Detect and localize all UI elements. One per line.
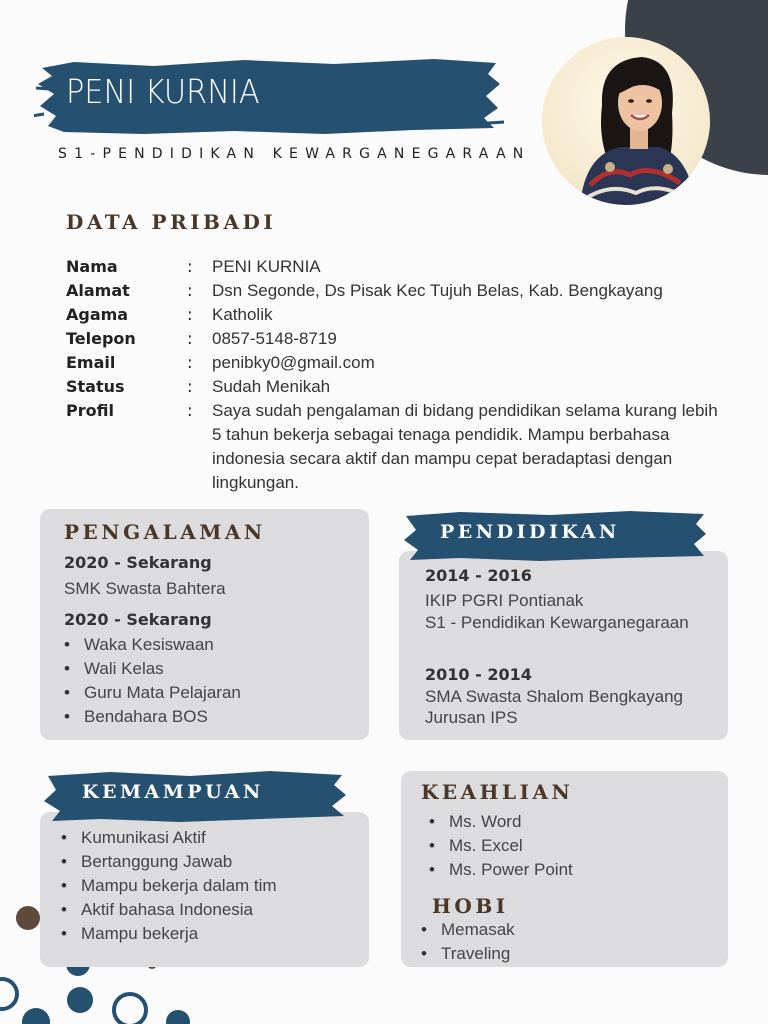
colon: : xyxy=(187,305,193,324)
list-item: • Waka Kesiswaan xyxy=(52,633,241,657)
personal-label: Status xyxy=(66,377,125,396)
list-item: • Traveling xyxy=(409,942,515,966)
colon: : xyxy=(187,377,193,396)
pendidikan-year: 2014 - 2016 xyxy=(425,566,532,585)
personal-value: Dsn Segonde, Ds Pisak Kec Tujuh Belas, Kab. Bengkayang xyxy=(212,281,663,300)
personal-value: penibky0@gmail.com xyxy=(212,353,375,372)
list-item: • Bendahara BOS xyxy=(52,705,241,729)
personal-value: Katholik xyxy=(212,305,273,324)
colon: : xyxy=(187,353,193,372)
pengalaman-heading: PENGALAMAN xyxy=(64,520,266,544)
pengalaman-year: 2020 - Sekarang xyxy=(64,553,212,572)
personal-label: Profil xyxy=(66,401,114,420)
pendidikan-school: SMA Swasta Shalom Bengkayang xyxy=(425,687,683,706)
colon: : xyxy=(187,257,193,276)
hobi-heading: HOBI xyxy=(432,894,509,918)
pengalaman-roles-list xyxy=(52,633,241,729)
list-item: • Wali Kelas xyxy=(52,657,241,681)
personal-label: Email xyxy=(66,353,116,372)
pengalaman-year: 2020 - Sekarang xyxy=(64,610,212,629)
personal-value: PENI KURNIA xyxy=(212,257,321,276)
candidate-name: PENI KURNIA xyxy=(66,72,260,111)
list-item: • Bertanggung Jawab xyxy=(49,850,277,874)
colon: : xyxy=(187,329,193,348)
candidate-subtitle: S1-PENDIDIKAN KEWARGANEGARAAN xyxy=(58,146,531,162)
list-item: • Ms. Excel xyxy=(417,834,573,858)
list-item: • Mampu bekerja xyxy=(49,922,277,946)
personal-value: Saya sudah pengalaman di bidang pendidikan selama kurang lebih 5 tahun bekerja sebagai tenaga pendidik. Mampu berbahasa indonesia secara aktif dan mampu cepat beradaptasi dengan lingkungan. xyxy=(212,401,718,492)
pendidikan-major: S1 - Pendidikan Kewarganegaraan xyxy=(425,613,689,632)
list-item: • Ms. Power Point xyxy=(417,858,573,882)
pendidikan-school: IKIP PGRI Pontianak xyxy=(425,591,584,610)
personal-label: Nama xyxy=(66,257,118,276)
list-item: • Guru Mata Pelajaran xyxy=(52,681,241,705)
colon: : xyxy=(187,401,193,420)
list-item: • Ms. Word xyxy=(417,810,573,834)
list-item: • Aktif bahasa Indonesia xyxy=(49,898,277,922)
pendidikan-year: 2010 - 2014 xyxy=(425,665,532,684)
list-item: • Kumunikasi Aktif xyxy=(49,826,277,850)
list-item: • Memasak xyxy=(409,918,515,942)
personal-value: Sudah Menikah xyxy=(212,377,331,396)
colon: : xyxy=(187,281,193,300)
keahlian-heading: KEAHLIAN xyxy=(421,780,574,804)
keahlian-list xyxy=(417,810,573,882)
pendidikan-heading: PENDIDIKAN xyxy=(440,521,620,543)
personal-label: Alamat xyxy=(66,281,130,300)
kemampuan-list xyxy=(49,826,277,946)
personal-label: Agama xyxy=(66,305,129,324)
profile-photo xyxy=(540,35,712,207)
pengalaman-place: SMK Swasta Bahtera xyxy=(64,579,226,598)
personal-value: 0857-5148-8719 xyxy=(212,329,337,348)
hobi-list xyxy=(409,918,515,966)
pendidikan-major: Jurusan IPS xyxy=(425,708,518,727)
list-item: • Mampu bekerja dalam tim xyxy=(49,874,277,898)
kemampuan-heading: KEMAMPUAN xyxy=(82,781,264,803)
data-pribadi-heading: DATA PRIBADI xyxy=(66,210,277,234)
personal-label: Telepon xyxy=(66,329,136,348)
